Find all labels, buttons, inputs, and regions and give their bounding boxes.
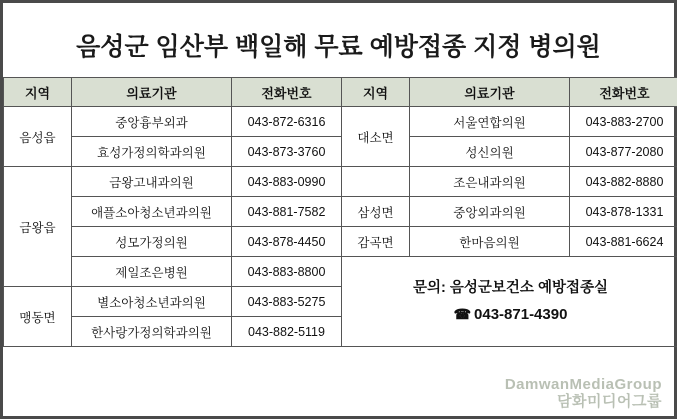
org-cell: 애플소아청소년과의원 xyxy=(72,197,232,227)
tel-cell: 043-882-5119 xyxy=(232,317,342,347)
telephone-icon: ☎ xyxy=(453,305,472,322)
header-org-right: 의료기관 xyxy=(410,78,570,107)
org-cell: 금왕고내과의원 xyxy=(72,167,232,197)
org-cell: 조은내과의원 xyxy=(410,167,570,197)
tel-cell: 043-883-2700 xyxy=(570,107,677,137)
table-row xyxy=(4,197,677,227)
table-row xyxy=(4,227,677,257)
page-title: 음성군 임산부 백일해 무료 예방접종 지정 병의원 xyxy=(76,33,601,61)
table-header-row xyxy=(4,78,677,107)
contact-phone-number: 043-871-4390 xyxy=(474,305,568,323)
org-cell: 한사랑가정의학과의원 xyxy=(72,317,232,347)
table-row xyxy=(4,257,677,287)
contact-box xyxy=(342,257,677,347)
watermark-line-2: 담화미디어그룹 xyxy=(557,392,662,410)
table-row xyxy=(4,107,677,137)
tel-cell: 043-883-5275 xyxy=(232,287,342,317)
header-region-right: 지역 xyxy=(342,78,410,107)
table-row xyxy=(4,167,677,197)
header-region-left: 지역 xyxy=(4,78,72,107)
header-tel-left: 전화번호 xyxy=(232,78,342,107)
org-cell: 중앙흉부외과 xyxy=(72,107,232,137)
tel-cell: 043-877-2080 xyxy=(570,137,677,167)
header-tel-right: 전화번호 xyxy=(570,78,677,107)
region-cell: 음성읍 xyxy=(4,107,72,167)
contact-line-2 xyxy=(342,303,677,326)
header-org-left: 의료기관 xyxy=(72,78,232,107)
region-cell: 금왕읍 xyxy=(4,167,72,287)
region-cell: 대소면 xyxy=(342,107,410,167)
table-row xyxy=(4,137,677,167)
tel-cell: 043-878-4450 xyxy=(232,227,342,257)
org-cell: 제일조은병원 xyxy=(72,257,232,287)
tel-cell: 043-881-7582 xyxy=(232,197,342,227)
clinic-table xyxy=(3,77,677,347)
org-cell: 한마음의원 xyxy=(410,227,570,257)
tel-cell: 043-881-6624 xyxy=(570,227,677,257)
tel-cell: 043-882-8880 xyxy=(570,167,677,197)
tel-cell: 043-883-0990 xyxy=(232,167,342,197)
region-cell: 맹동면 xyxy=(4,287,72,347)
tel-cell: 043-883-8800 xyxy=(232,257,342,287)
region-cell: 감곡면 xyxy=(342,227,410,257)
org-cell: 중앙외과의원 xyxy=(410,197,570,227)
region-cell: 삼성면 xyxy=(342,197,410,227)
watermark xyxy=(505,377,662,410)
org-cell: 성신의원 xyxy=(410,137,570,167)
region-cell-empty xyxy=(342,167,410,197)
org-cell: 서울연합의원 xyxy=(410,107,570,137)
tel-cell: 043-873-3760 xyxy=(232,137,342,167)
watermark-line-1: DamwanMediaGroup xyxy=(504,376,662,393)
org-cell: 효성가정의학과의원 xyxy=(72,137,232,167)
org-cell: 별소아청소년과의원 xyxy=(72,287,232,317)
contact-line-1: 문의: 음성군보건소 예방접종실 xyxy=(413,280,608,297)
tel-cell: 043-872-6316 xyxy=(232,107,342,137)
tel-cell: 043-878-1331 xyxy=(570,197,677,227)
org-cell: 성모가정의원 xyxy=(72,227,232,257)
